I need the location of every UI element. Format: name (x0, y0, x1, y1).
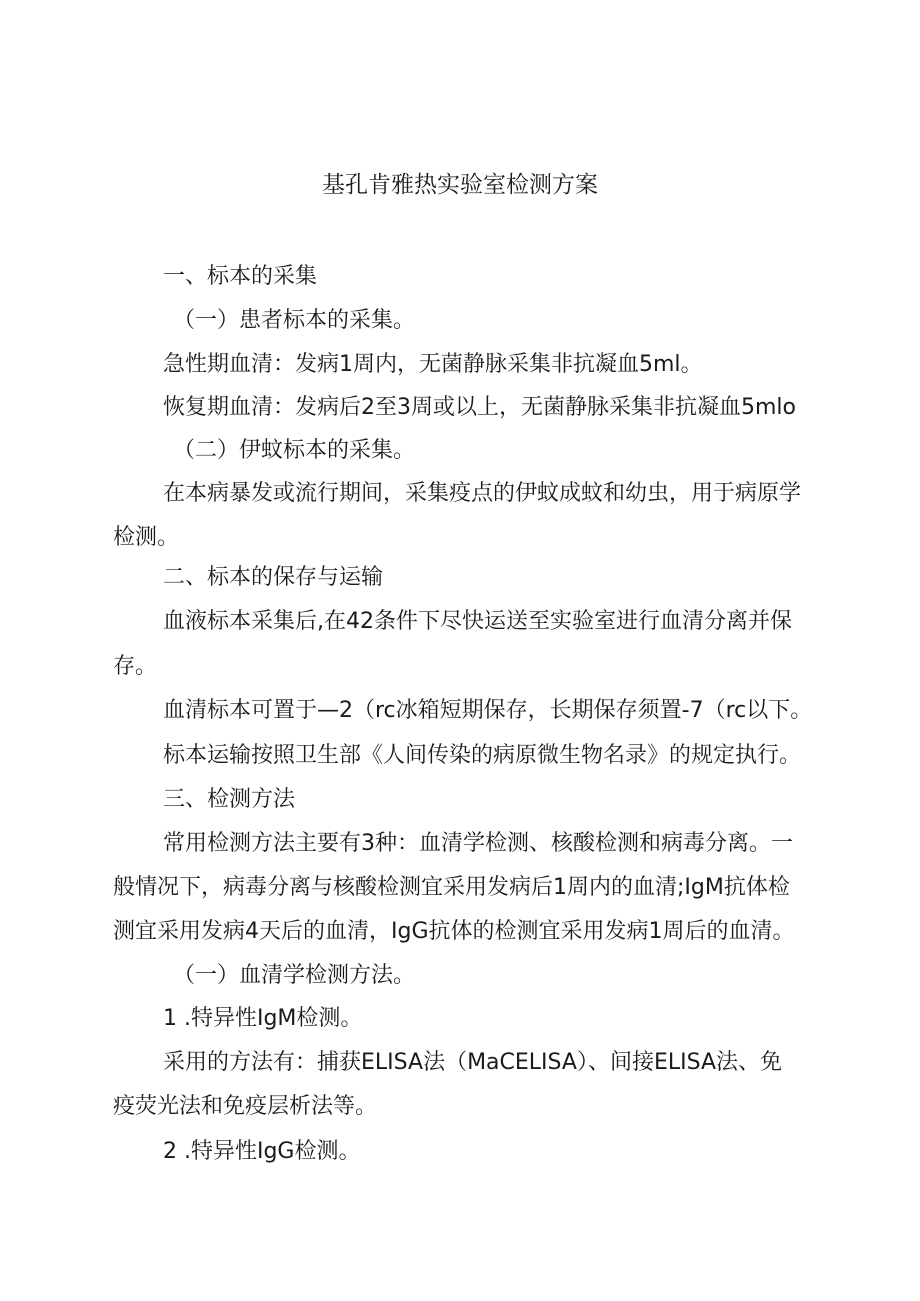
subheading-text: （一）患者标本的采集。 (173, 308, 416, 333)
paragraph-line: 存。 (113, 654, 158, 679)
item-text: 2 .特异性IgG检测。 (163, 1139, 361, 1164)
document-title: 基孔肯雅热实验室检测方案 (322, 172, 598, 198)
paragraph-line: 检测。 (113, 525, 180, 550)
paragraph-line: 常用检测方法主要有3种：血清学检测、核酸检测和病毒分离。一 (163, 831, 793, 856)
heading-text: 三、检测方法 (163, 787, 296, 812)
paragraph-methods (113, 822, 833, 954)
item-text: 1 .特异性IgM检测。 (163, 1006, 363, 1031)
paragraph-line: 采用的方法有：捕获ELISA法（MaCELISA）、间接ELISA法、免 (163, 1050, 783, 1075)
heading-text: 一、标本的采集 (163, 264, 318, 289)
paragraph-line: 血清标本可置于—2（rc冰箱短期保存，长期保存须置-7（rc以下。 (163, 698, 813, 723)
paragraph-line: 恢复期血清：发病后2至3周或以上，无菌静脉采集非抗凝血5mlo (163, 395, 796, 420)
paragraph-line: 在本病暴发或流行期间，采集疫点的伊蚊成蚊和幼虫，用于病原学 (163, 481, 802, 506)
paragraph-elisa-methods (113, 1041, 833, 1129)
paragraph-line: 般情况下，病毒分离与核酸检测宜采用发病后1周内的血清;IgM抗体检 (113, 875, 790, 900)
paragraph-line: 疫荧光法和免疫层析法等。 (113, 1094, 378, 1119)
paragraph-blood-specimen (113, 600, 833, 688)
paragraph-line: 标本运输按照卫生部《人间传染的病原微生物名录》的规定执行。 (163, 743, 802, 768)
paragraph-mosquito-collection (113, 472, 833, 560)
subheading-text: （二）伊蚊标本的采集。 (173, 438, 416, 463)
subheading-text: （一）血清学检测方法。 (173, 963, 416, 988)
paragraph-line: 急性期血清：发病1周内，无菌静脉采集非抗凝血5ml。 (163, 352, 703, 377)
paragraph-line: 测宜采用发病4天后的血清，IgG抗体的检测宜采用发病1周后的血清。 (113, 919, 795, 944)
paragraph-line: 血液标本采集后,在42条件下尽快运送至实验室进行血清分离并保 (163, 609, 792, 634)
heading-text: 二、标本的保存与运输 (163, 565, 384, 590)
